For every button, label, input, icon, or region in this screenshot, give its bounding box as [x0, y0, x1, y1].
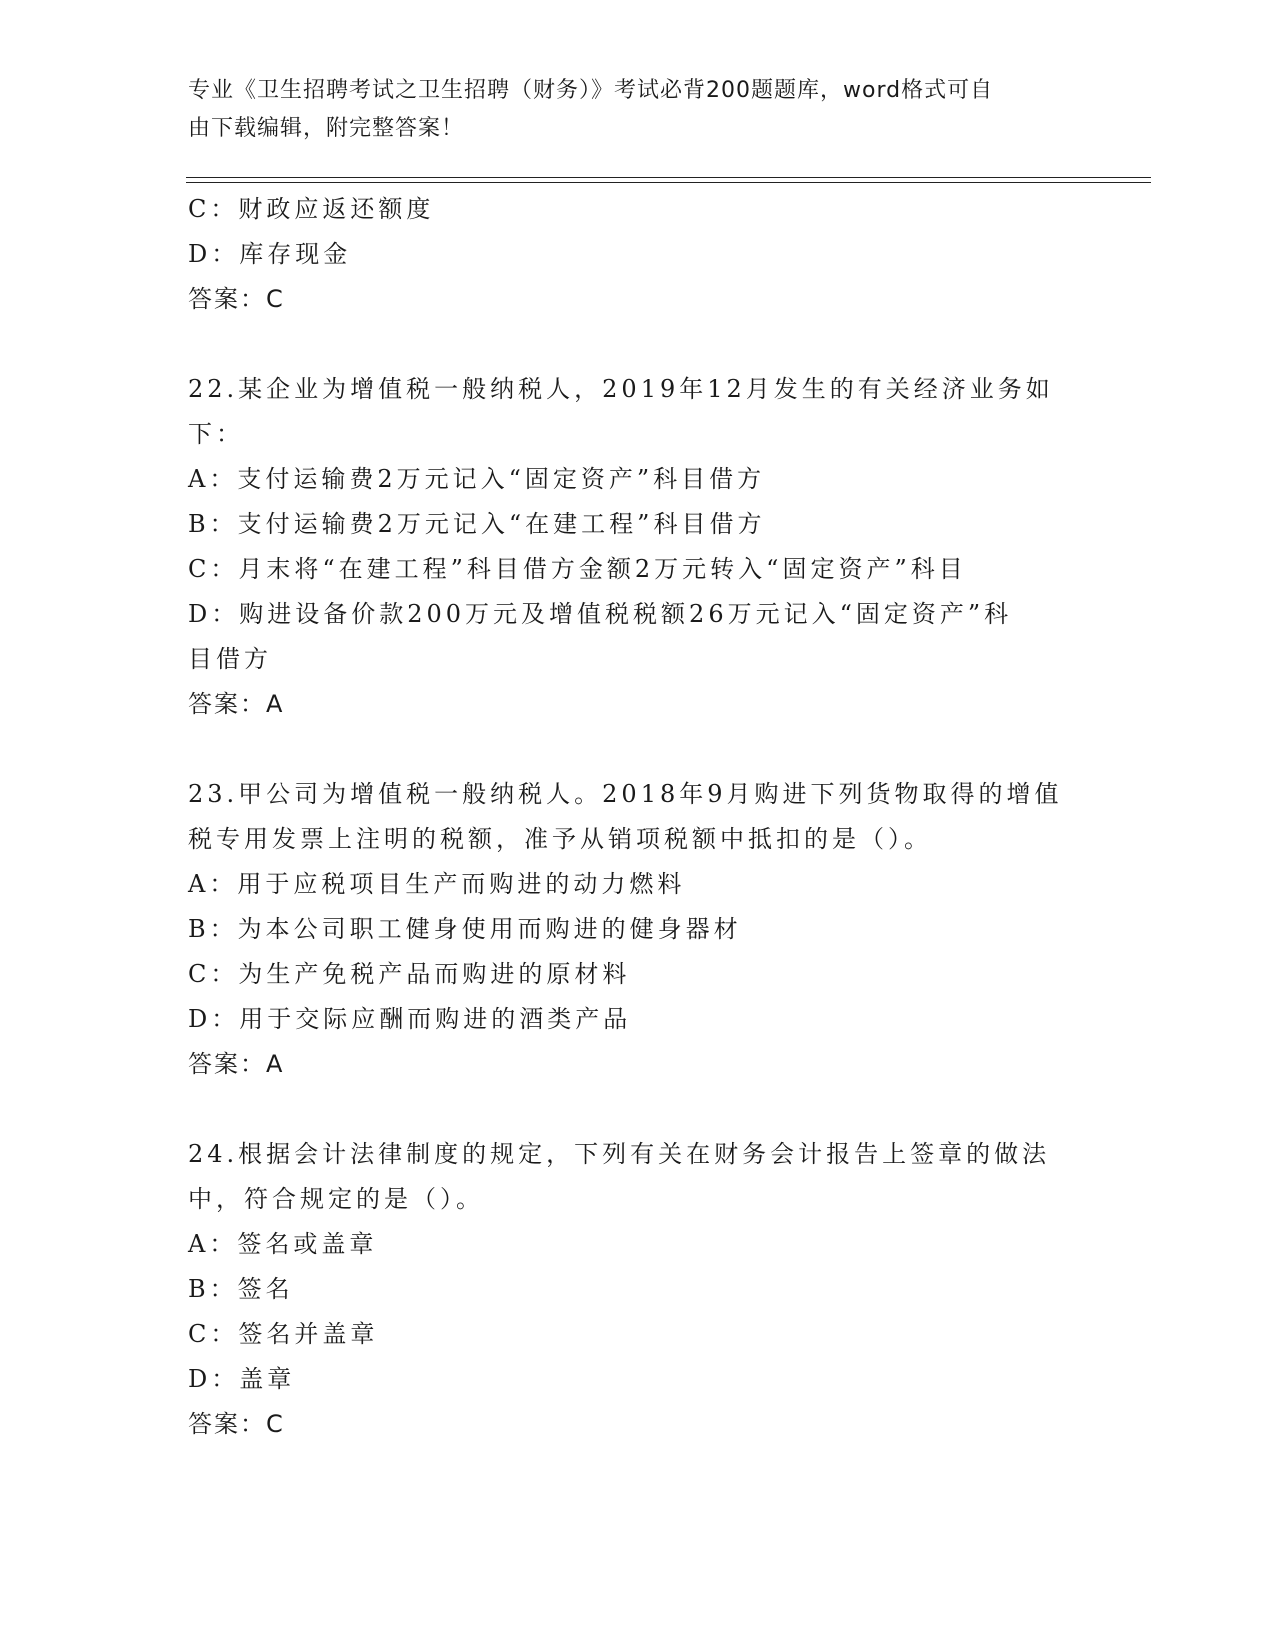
question-stem-line-2: 下： — [188, 420, 244, 448]
answer: 答案：C — [188, 285, 285, 313]
option-b: B：签名 — [188, 1275, 294, 1303]
answer: 答案：A — [188, 1050, 285, 1078]
option-c: C：月末将“在建工程”科目借方金额2万元转入“固定资产”科目 — [188, 555, 967, 583]
question-content — [188, 187, 1088, 1447]
option-c: C：为生产免税产品而购进的原材料 — [188, 960, 631, 988]
option-d: D：用于交际应酬而购进的酒类产品 — [188, 1005, 632, 1033]
option-d: D：盖章 — [188, 1365, 296, 1393]
option-b: B：支付运输费2万元记入“在建工程”科目借方 — [188, 510, 766, 538]
header-rule-top — [186, 177, 1151, 178]
spacer — [188, 322, 1088, 367]
header-line-1: 专业《卫生招聘考试之卫生招聘（财务）》考试必背200题题库，word格式可自 — [188, 78, 994, 103]
option-d-line-2: 目借方 — [188, 645, 272, 673]
spacer — [188, 727, 1088, 772]
option-d-line-1: D：购进设备价款200万元及增值税税额26万元记入“固定资产”科 — [188, 600, 1013, 628]
header-rule-bottom — [186, 182, 1151, 183]
option-d: D：库存现金 — [188, 240, 352, 268]
answer: 答案：A — [188, 690, 285, 718]
option-c: C：财政应返还额度 — [188, 195, 435, 223]
document-header — [188, 72, 1068, 148]
question-stem-line-1: 22.某企业为增值税一般纳税人，2019年12月发生的有关经济业务如 — [188, 375, 1054, 403]
header-line-2: 由下载编辑，附完整答案！ — [188, 116, 465, 141]
option-a: A：用于应税项目生产而购进的动力燃料 — [188, 870, 686, 898]
answer: 答案：C — [188, 1410, 285, 1438]
question-22 — [188, 367, 1088, 727]
question-stem-line-1: 23.甲公司为增值税一般纳税人。2018年9月购进下列货物取得的增值 — [188, 780, 1063, 808]
question-21-tail — [188, 187, 1088, 322]
option-c: C：签名并盖章 — [188, 1320, 379, 1348]
question-stem-line-1: 24.根据会计法律制度的规定，下列有关在财务会计报告上签章的做法 — [188, 1140, 1051, 1168]
question-23 — [188, 772, 1088, 1087]
option-b: B：为本公司职工健身使用而购进的健身器材 — [188, 915, 742, 943]
option-a: A：签名或盖章 — [188, 1230, 378, 1258]
question-stem-line-2: 中，符合规定的是（）。 — [188, 1185, 484, 1213]
question-stem-line-2: 税专用发票上注明的税额，准予从销项税额中抵扣的是（）。 — [188, 825, 932, 853]
spacer — [188, 1087, 1088, 1132]
option-a: A：支付运输费2万元记入“固定资产”科目借方 — [188, 465, 766, 493]
question-24 — [188, 1132, 1088, 1447]
